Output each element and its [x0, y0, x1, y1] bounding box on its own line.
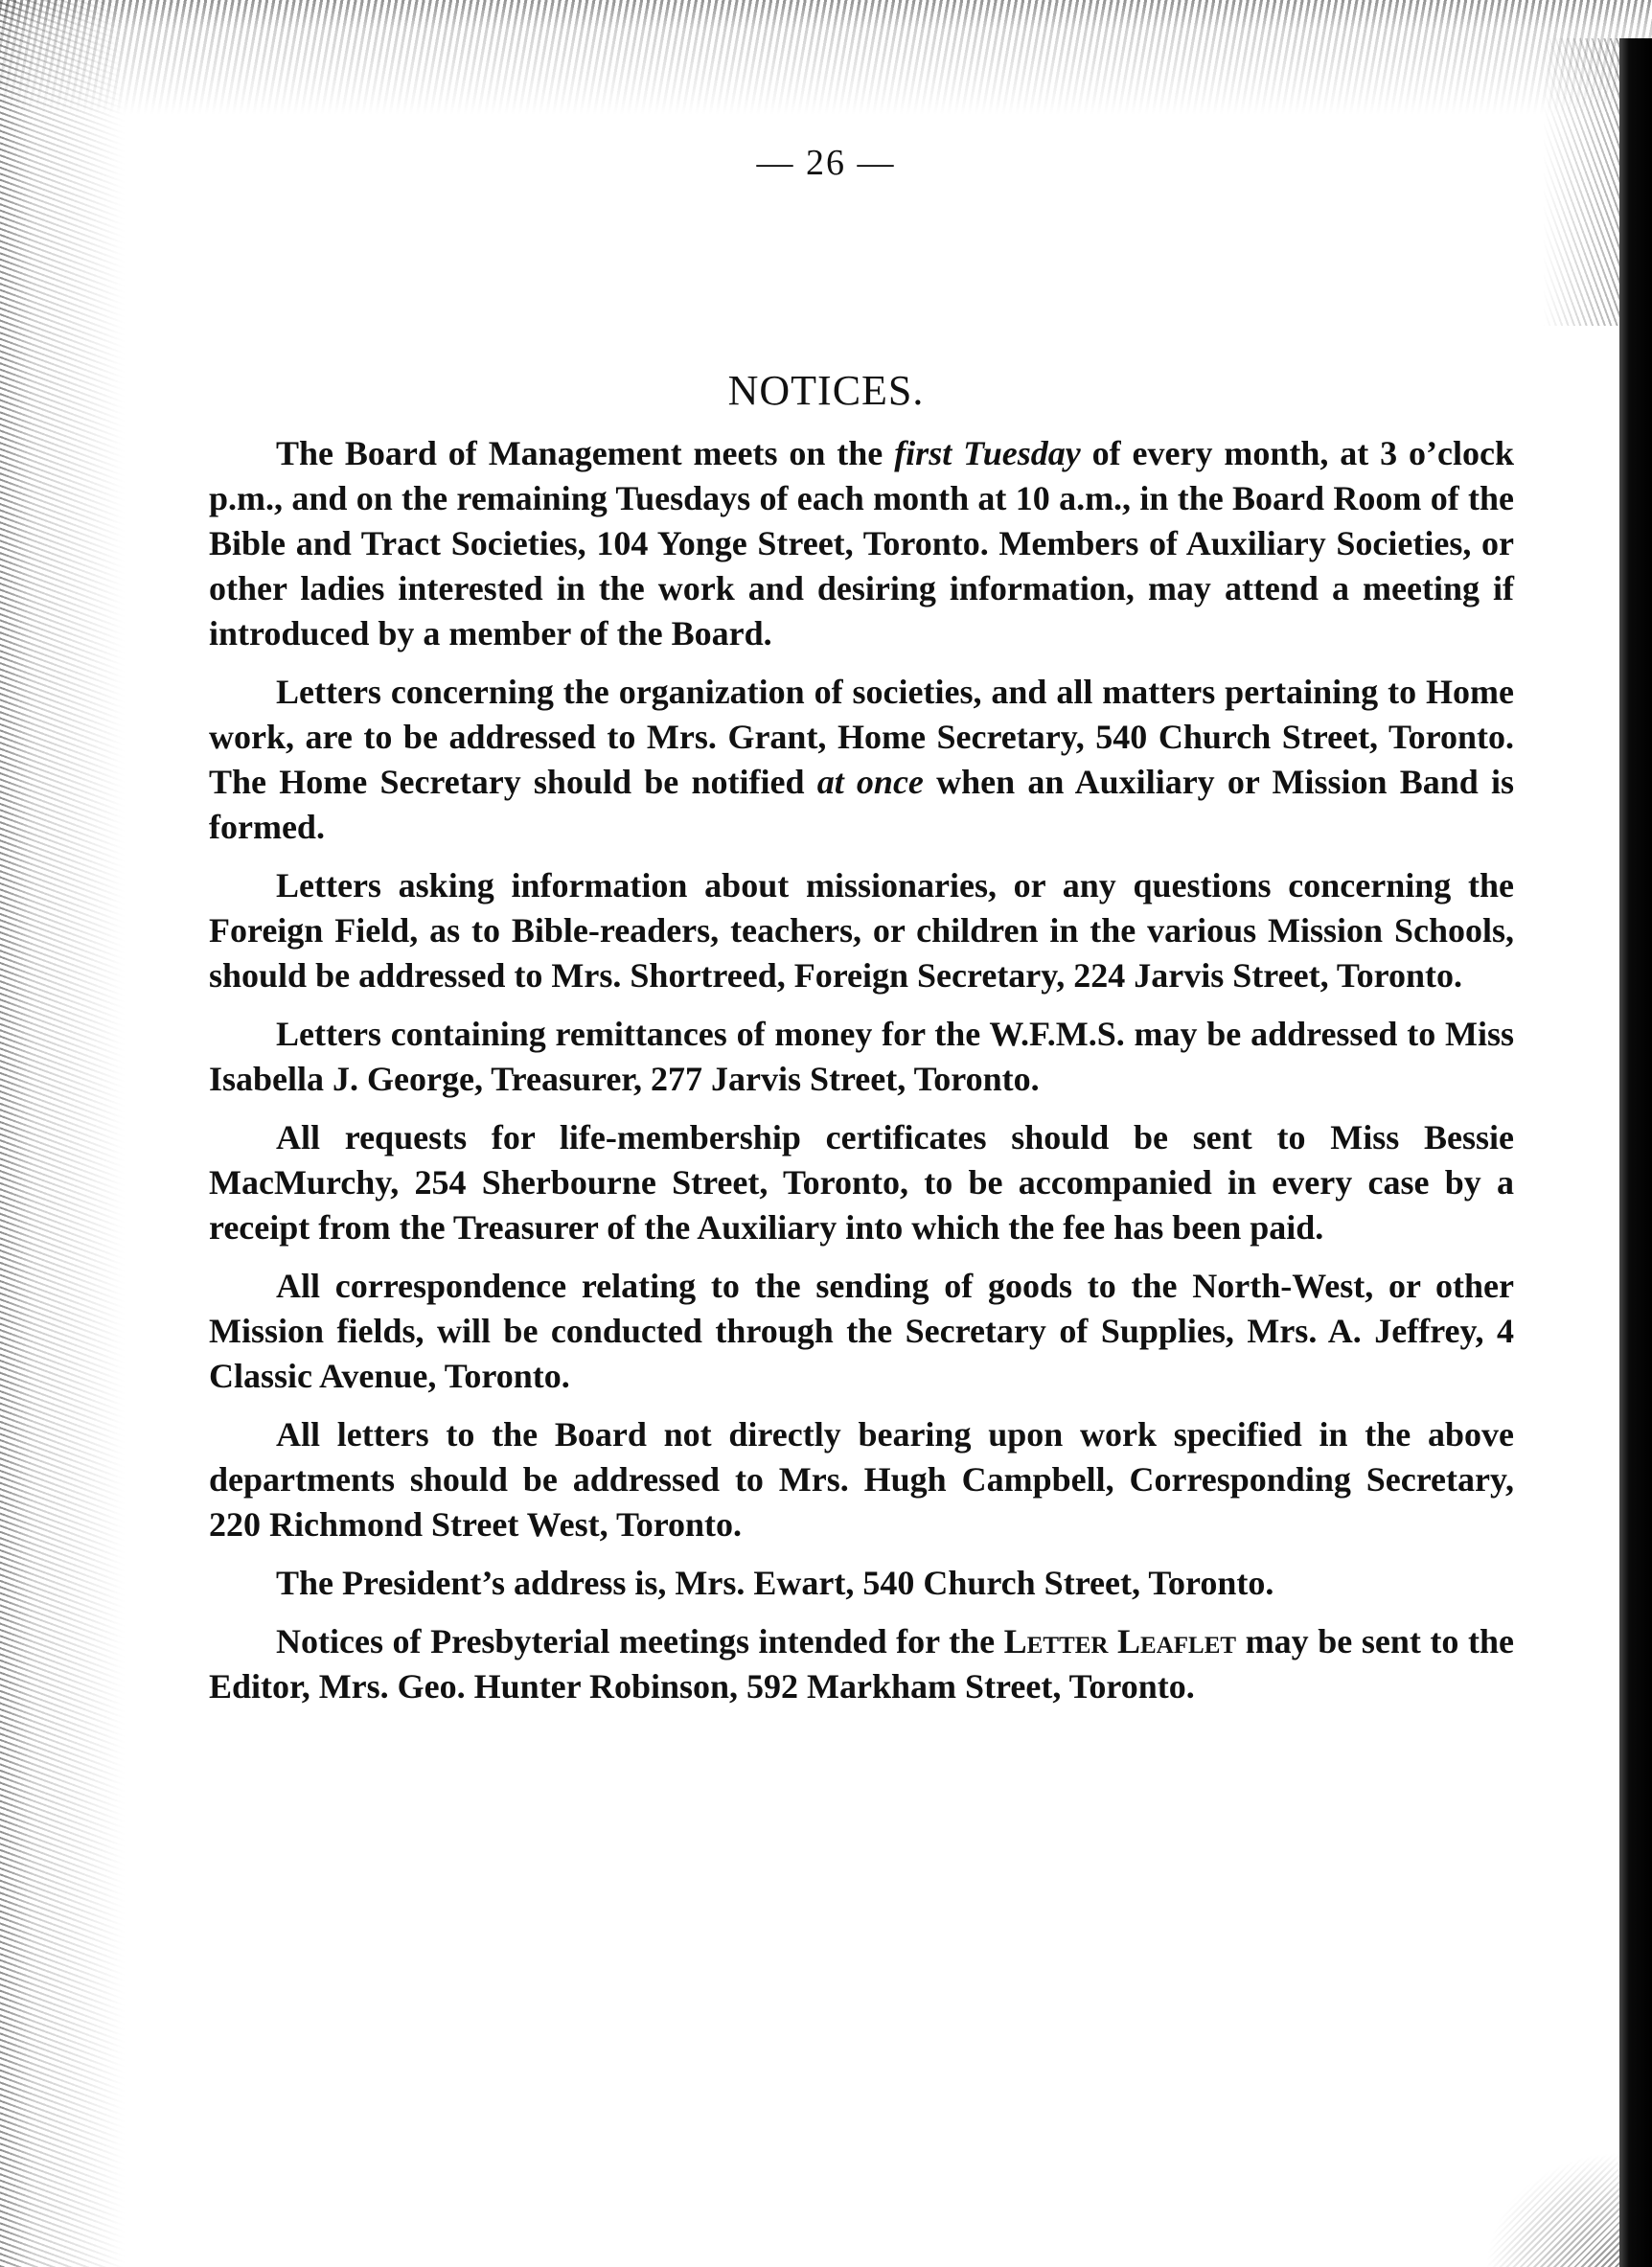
notices-body [209, 431, 1514, 1723]
notice-president: The President’s address is, Mrs. Ewart, 540 Church Street, Toronto. [276, 1564, 1274, 1602]
notice-foreign-secretary: Letters asking information about missionaries, or any questions concerning the Foreign Field, as to Bible-readers, teachers, or children in the various Mission Schools, should be addressed to Mrs. Shortreed, Foreign Secretary, 224 Jarvis Street, Toronto. [209, 866, 1514, 995]
emphasis-at-once: at once [816, 763, 924, 801]
notice-letter-leaflet: Notices of Presbyterial meetings intended for the Letter Leaflet may be sent to the Editor, Mrs. Geo. Hunter Robinson, 592 Markham Street, Toronto. [209, 1622, 1514, 1706]
scan-edge-bottom-right [1485, 2152, 1619, 2267]
notice-life-membership: All requests for life-membership certificates should be sent to Miss Bessie MacMurchy, 254 Sherbourne Street, Toronto, to be accompanied in every case by a receipt from the Treasurer of the Auxiliary into which the fee has been paid. [209, 1118, 1514, 1247]
notice-board-meetings: The Board of Management meets on the first Tuesday of every month, at 3 o’clock p.m., and on the remaining Tuesdays of each month at 10 a.m., in the Board Room of the Bible and Tract Societies, 104 Yonge Street, Toronto. Members of Auxiliary Societies, or other ladies interested in the work and desiring information, may attend a meeting if introduced by a member of the Board. [209, 434, 1515, 653]
letter-leaflet-title: Letter Leaflet [1003, 1622, 1237, 1660]
notice-treasurer: Letters containing remittances of money for the W.F.M.S. may be addressed to Miss Isabella J. George, Treasurer, 277 Jarvis Street, Toronto. [209, 1015, 1514, 1098]
notice-supplies: All correspondence relating to the sending of goods to the North-West, or other Mission fields, will be conducted through the Secretary of Supplies, Mrs. A. Jeffrey, 4 Classic Avenue, Toronto. [209, 1267, 1514, 1395]
page-number: — 26 — [756, 143, 896, 183]
scan-edge-left [0, 0, 125, 2267]
notice-corresponding-secretary: All letters to the Board not directly bearing upon work specified in the above departments should be addressed to Mrs. Hugh Campbell, Corresponding Secretary, 220 Richmond Street West, Toronto. [209, 1415, 1514, 1544]
scan-edge-top [0, 0, 1652, 115]
emphasis-first-tuesday: first Tuesday [894, 434, 1081, 472]
page-title: NOTICES. [727, 367, 925, 414]
notice-home-secretary: Letters concerning the organization of societies, and all matters pertaining to Home work, are to be addressed to Mrs. Grant, Home Secretary, 540 Church Street, Toronto. The Home Secretary should be notified at once when an Auxiliary or Mission Band is formed. [209, 673, 1515, 846]
